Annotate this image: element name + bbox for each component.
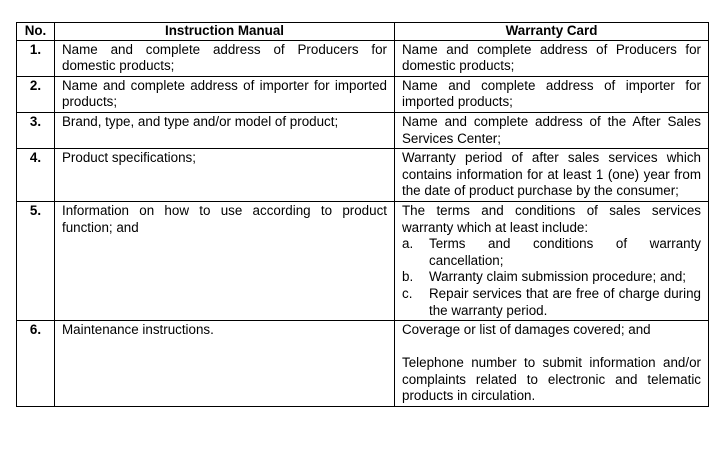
list-item-text: Repair services that are free of charge during the warranty period. bbox=[429, 285, 701, 318]
row-number: 5. bbox=[17, 201, 55, 320]
header-warranty-card: Warranty Card bbox=[395, 23, 709, 41]
list-item-text: Warranty claim submission procedure; and; bbox=[429, 269, 687, 285]
list-item-text: Terms and conditions of warranty cancellation; bbox=[429, 236, 701, 268]
complaint-contact-line: Telephone number to submit information and/or complaints related to electronic and telematic products in circulation. bbox=[402, 355, 701, 404]
row-number: 2. bbox=[17, 76, 55, 112]
row-number: 1. bbox=[17, 40, 55, 76]
list-item bbox=[402, 286, 701, 319]
list-marker: a. bbox=[402, 236, 414, 252]
coverage-line: Coverage or list of damages covered; and bbox=[402, 322, 651, 338]
instruction-manual-cell: Information on how to use according to product function; and bbox=[55, 201, 395, 320]
requirements-table bbox=[16, 22, 709, 407]
list-marker: c. bbox=[402, 285, 413, 301]
warranty-card-cell: Name and complete address of Producers for domestic products; bbox=[395, 40, 709, 76]
table-row bbox=[17, 201, 709, 320]
table-row bbox=[17, 76, 709, 112]
spacer bbox=[402, 339, 701, 356]
instruction-manual-cell: Name and complete address of Producers for domestic products; bbox=[55, 40, 395, 76]
instruction-manual-cell: Name and complete address of importer for imported products; bbox=[55, 76, 395, 112]
row-number: 6. bbox=[17, 321, 55, 407]
list-item bbox=[402, 269, 701, 286]
warranty-card-cell: Name and complete address of the After Sales Services Center; bbox=[395, 112, 709, 148]
list-item bbox=[402, 236, 701, 269]
warranty-card-cell: Name and complete address of importer for imported products; bbox=[395, 76, 709, 112]
instruction-manual-cell: Brand, type, and type and/or model of product; bbox=[55, 112, 395, 148]
row-number: 3. bbox=[17, 112, 55, 148]
header-no: No. bbox=[17, 23, 55, 41]
instruction-manual-cell: Maintenance instructions. bbox=[55, 321, 395, 407]
warranty-terms-intro: The terms and conditions of sales services warranty which at least include: bbox=[402, 202, 701, 235]
warranty-card-cell: Warranty period of after sales services which contains information for at least 1 (one) year from the date of product purchase by the consumer; bbox=[395, 149, 709, 202]
instruction-manual-cell: Product specifications; bbox=[55, 149, 395, 202]
list-marker: b. bbox=[402, 269, 414, 285]
table-header-row bbox=[17, 23, 709, 41]
header-instruction-manual: Instruction Manual bbox=[55, 23, 395, 41]
warranty-card-cell bbox=[395, 201, 709, 320]
warranty-card-cell bbox=[395, 321, 709, 407]
row-number: 4. bbox=[17, 149, 55, 202]
table-row bbox=[17, 149, 709, 202]
warranty-terms-list bbox=[402, 236, 701, 319]
table-row bbox=[17, 112, 709, 148]
table-row bbox=[17, 321, 709, 407]
table-row bbox=[17, 40, 709, 76]
